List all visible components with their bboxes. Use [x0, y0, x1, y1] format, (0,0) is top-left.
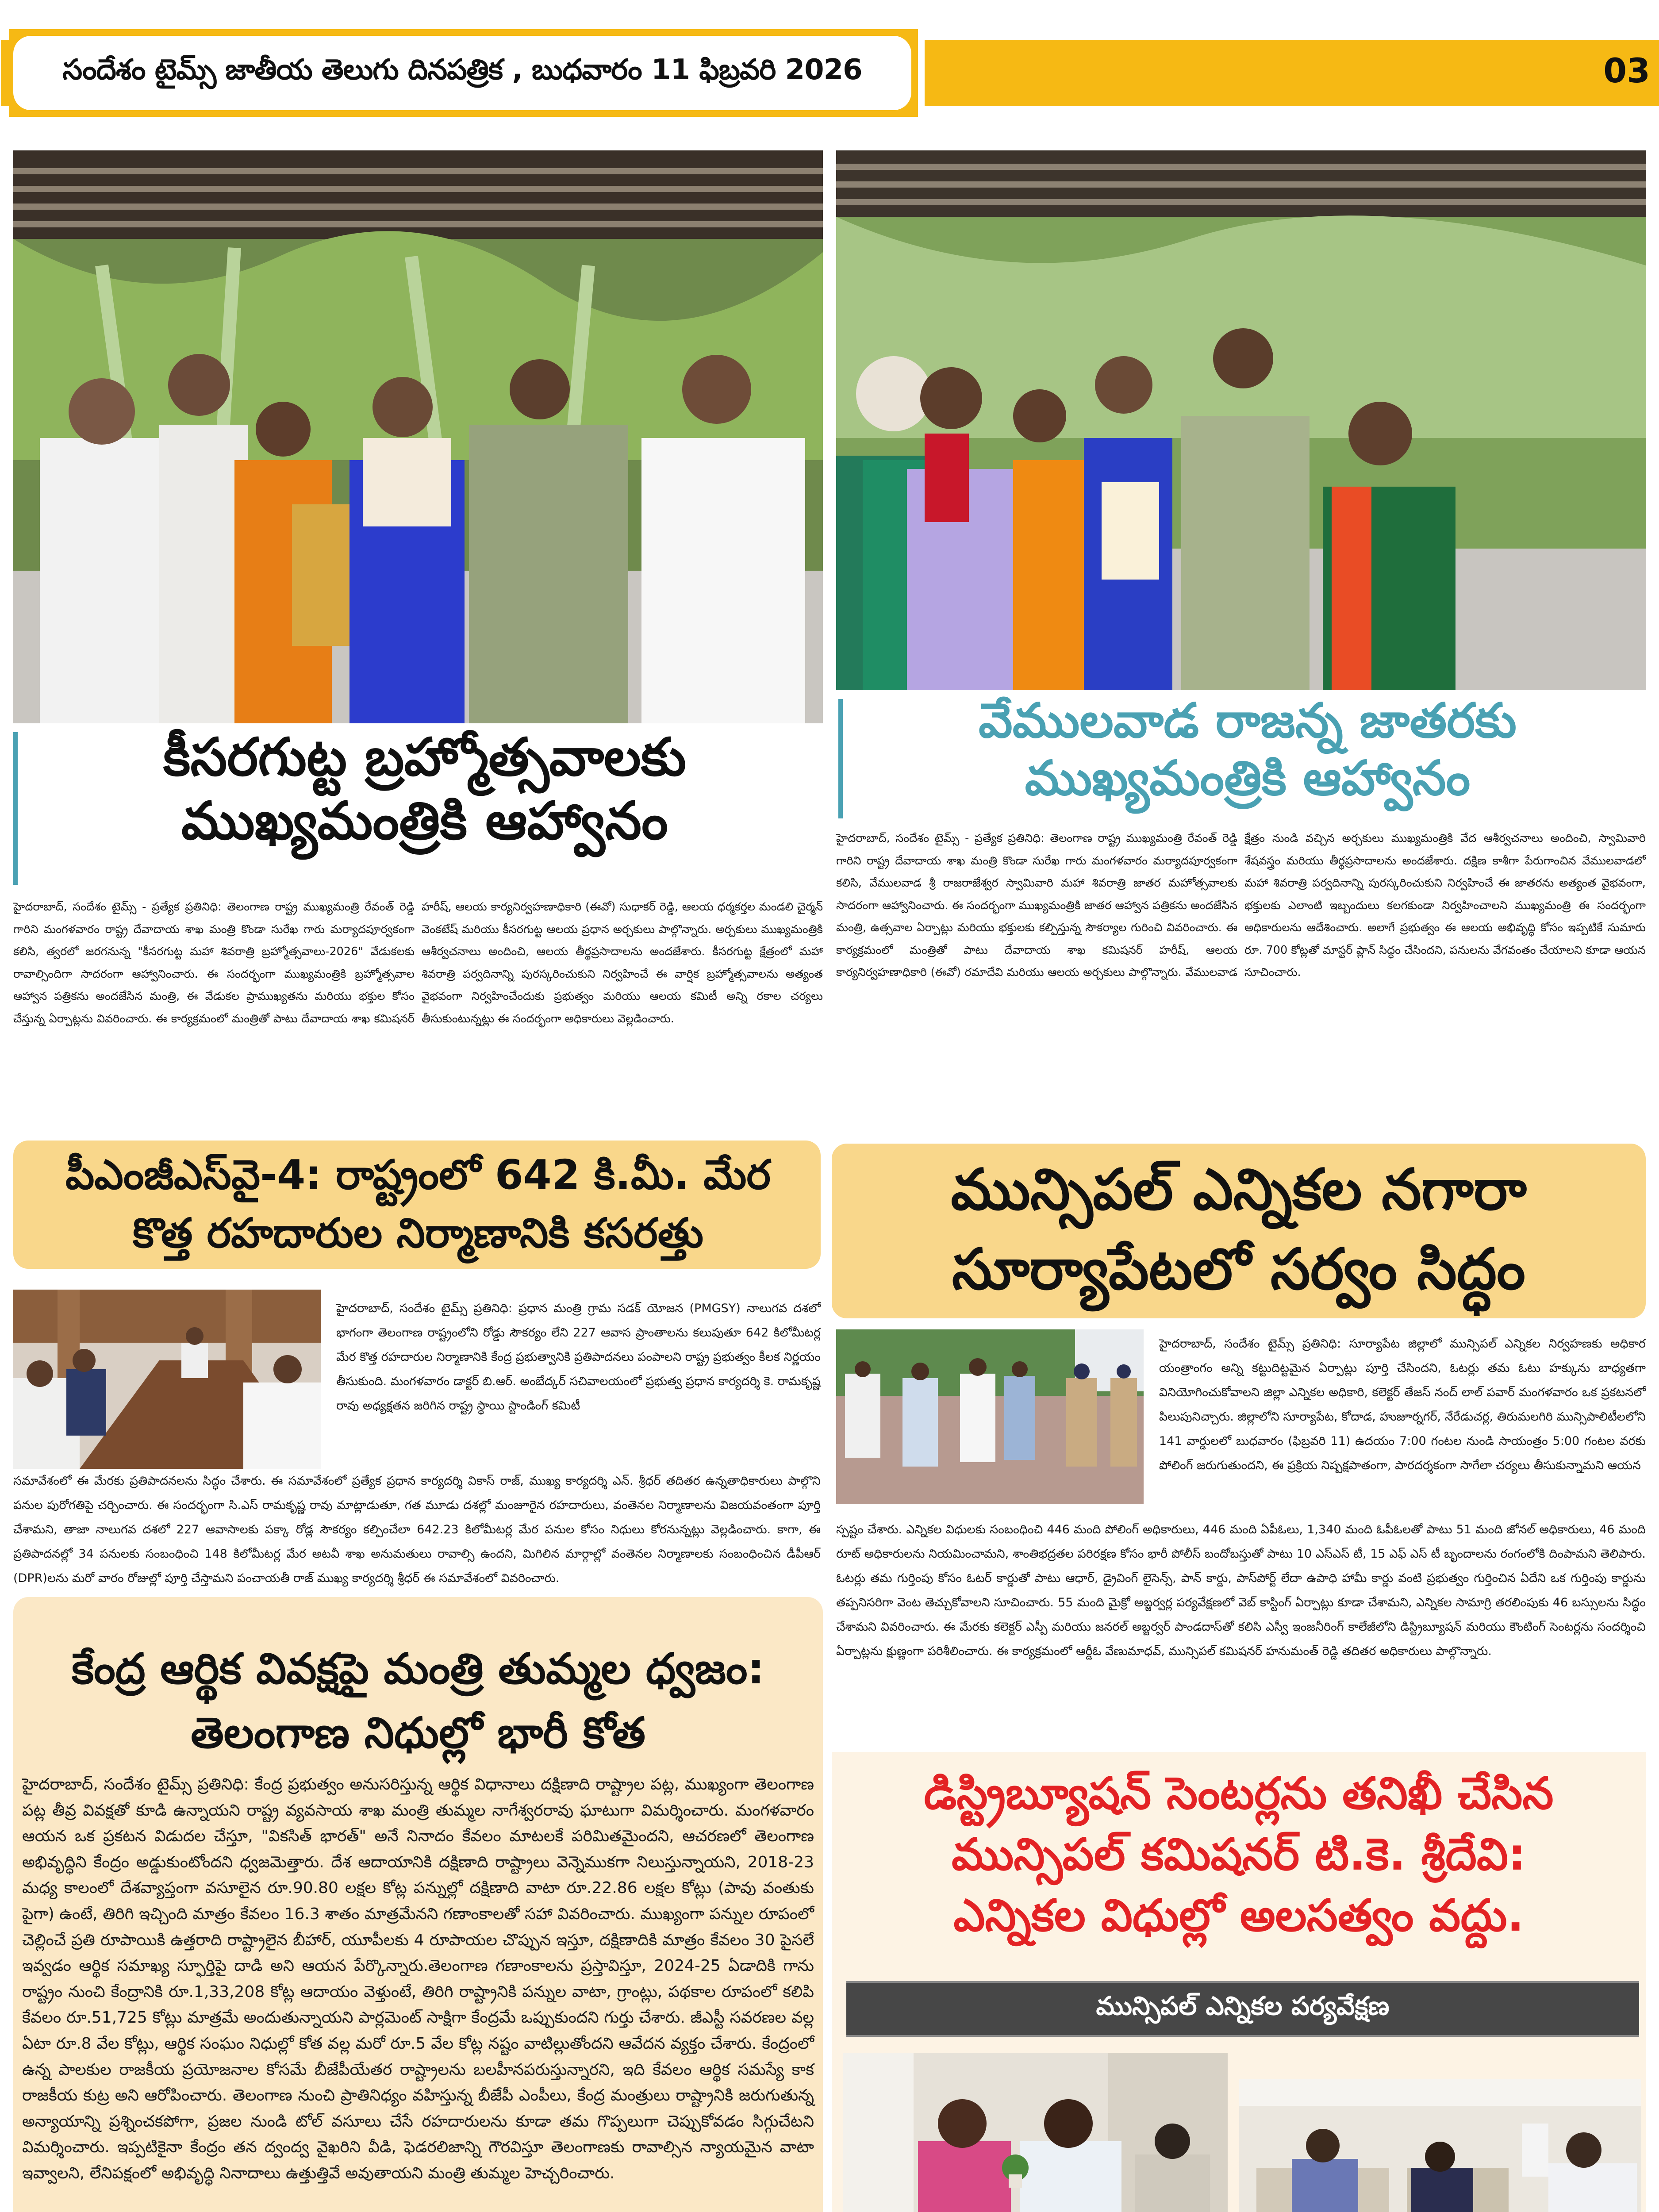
- pmgsy-meeting-photo: [13, 1290, 321, 1469]
- masthead-band-left: [1, 40, 9, 106]
- pmgsy-body-bottom: సమావేశంలో ఈ మేరకు ప్రతిపాదనలను సిద్ధం చేశారు. ఈ సమావేశంలో ప్రత్యేక ప్రధాన కార్యదర్శి వికాస్ రాజ్, ముఖ్య కార్యదర్శి ఎన్. శ్రీధర్ తదితర ఉన్నతాధికారులు పాల్గొని పనుల పురోగతిపై చర్చించారు. ఈ సందర్భంగా సి.ఎస్ రామకృష్ణ రావు మాట్లాడుతూ, గత మూడు దశల్లో మంజూరైన రహదారులు, వంతెనల నిర్మాణాలను విజయవంతంగా పూర్తి చేశామని, తాజా నాలుగవ దశలో 227 ఆవాసాలకు పక్కా రోడ్ల సౌకర్యం కల్పించేలా 642.23 కిలోమీటర్ల మేర పనుల కోసం నిధులు కోరనున్నట్లు వెల్లడించారు. కాగా, ఈ ప్రతిపాదనల్లో 34 పనులకు సంబంధించి 148 కిలోమీటర్ల మేర అటవీ శాఖ అనుమతులు రావాల్సి ఉందని, మిగిలిన మార్గాల్లో వంతెనల నిర్మాణాలకు సంబంధించిన డీపీఆర్ (DPR)లను మరో వారం రోజుల్లో పూర్తి చేస్తామని పంచాయతీ రాజ్ ముఖ్య కార్యదర్శి శ్రీధర్ ఈ సమావేశంలో వివరించారు.: [13, 1474, 821, 1585]
- headline-line: కేంద్ర ఆర్థిక వివక్షపై మంత్రి తుమ్మల ధ్వజం:: [72, 1644, 764, 1694]
- headline-line: కొత్త రహదారుల నిర్మాణానికి కసరత్తు: [132, 1210, 704, 1257]
- suryapet-body-bottom: స్పష్టం చేశారు. ఎన్నికల విధులకు సంబంధించి 446 మంది పోలింగ్ అధికారులు, 446 మంది ఏపీఓలు, 1,340 మంది ఓపీఓలతో పాటు 51 మంది జోనల్ అధికారులు, 46 మంది రూట్ అధికారులను నియమించామని, శాంతిభద్రతల పరిరక్షణ కోసం భారీ పోలీస్ బందోబస్తుతో పాటు 10 ఎస్ఎస్ టీ, 15 ఎఫ్ ఎస్ టీ బృందాలను రంగంలోకి దింపామని తెలిపారు. ఓటర్లు తమ గుర్తింపు కోసం ఓటర్ కార్డుతో పాటు ఆధార్, డ్రైవింగ్ లైసెన్స్, పాన్ కార్డు, పాస్‌పోర్ట్ లేదా ఉపాధి హామీ కార్డు వంటి ప్రభుత్వం గుర్తించిన ఏదేని ఒక గుర్తింపు కార్డును తప్పనిసరిగా వెంట తెచ్చుకోవాలని సూచించారు. 55 మంది మైక్రో అబ్జర్వర్ల పర్యవేక్షణలో వెబ్ కాస్టింగ్ ఏర్పాట్లు కూడా చేశామని, ఎన్నికల సామాగ్రి తరలింపుకు 46 బస్సులను సిద్ధం చేశామని వివరించారు. ఈ మేరకు కలెక్టర్ ఎస్పీ మరియు జనరల్ అబ్జర్వర్ పాండదాస్‌తో కలిసి ఎస్వీ ఇంజనీరింగ్ కాలేజీలోని డిస్ట్రిబ్యూషన్ మరియు కౌంటింగ్ సెంటర్లను సందర్శించి ఏర్పాట్లను క్షుణ్ణంగా పరిశీలించారు. ఈ కార్యక్రమంలో ఆర్డీఓ వేణుమాధవ్, మున్సిపల్ కమిషనర్ హనుమంత్ రెడ్డి తదితర అధికారులు పాల్గొన్నారు.: [836, 1523, 1646, 1658]
- tummala-headline: [18, 1637, 818, 1765]
- headline-line: వేములవాడ రాజన్న జాతరకు: [978, 693, 1517, 749]
- kesaragutta-photo: [13, 150, 823, 723]
- headline-line: మున్సిపల్ కమిషనర్ టి.కె. శ్రీదేవి:: [951, 1828, 1526, 1880]
- suryapet-body-top: హైదరాబాద్, సందేశం టైమ్స్ ప్రతినిధి: సూర్యాపేట జిల్లాలో మున్సిపల్ ఎన్నికల నిర్వహణకు అధికార యంత్రాంగం అన్ని కట్టుదిట్టమైన ఏర్పాట్లు పూర్తి చేసిందని, ఓటర్లు తమ ఓటు హక్కును బాధ్యతగా వినియోగించుకోవాలని జిల్లా ఎన్నికల అధికారి, కలెక్టర్ తేజస్ నంద్ లాల్ పవార్ మంగళవారం ఒక ప్రకటనలో పిలుపునిచ్చారు. జిల్లాలోని సూర్యాపేట, కోదాడ, హుజూర్నగర్, నేరేడుచర్ల, తిరుమలగిరి మున్సిపాలిటీలలోని 141 వార్డులలో బుధవారం (ఫిబ్రవరి 11) ఉదయం 7:00 గంటల నుండి సాయంత్రం 5:00 గంటల వరకు పోలింగ్ జరుగుతుందని, ఈ ప్రక్రియ నిష్పక్షపాతంగా, పారదర్శకంగా సాగేలా చర్యలు తీసుకున్నామని ఆయన: [1159, 1337, 1646, 1472]
- tummala-body: హైదరాబాద్, సందేశం టైమ్స్ ప్రతినిధి: కేంద్ర ప్రభుత్వం అనుసరిస్తున్న ఆర్థిక విధానాలు దక్షిణాది రాష్ట్రాల పట్ల, ముఖ్యంగా తెలంగాణ పట్ల తీవ్ర వివక్షతో కూడి ఉన్నాయని రాష్ట్ర వ్యవసాయ శాఖ మంత్రి తుమ్మల నాగేశ్వరరావు ఘాటుగా విమర్శించారు. మంగళవారం ఆయన ఒక ప్రకటన విడుదల చేస్తూ, "వికసిత్ భారత్" అనే నినాదం కేవలం మాటలకే పరిమితమైందని, ఆచరణలో తెలంగాణ అభివృద్ధిని కేంద్రం అడ్డుకుంటోందని ధ్వజమెత్తారు. దేశ ఆదాయానికి దక్షిణాది రాష్ట్రాలు వెన్నెముకగా నిలుస్తున్నాయని, 2018-23 మధ్య కాలంలో దేశవ్యాప్తంగా వసూలైన రూ.90.80 లక్షల కోట్ల పన్నుల్లో దక్షిణాది వాటా రూ.22.86 లక్షల కోట్లు (పావు వంతుకు పైగా) ఉంటే, తిరిగి ఇచ్చింది మాత్రం కేవలం 16.3 శాతం మాత్రమేనని గణాంకాలతో సహా వివరించారు. ముఖ్యంగా పన్నుల రూపంలో చెల్లించే ప్రతి రూపాయికి ఉత్తరాది రాష్ట్రాలైన బీహార్, యూపీలకు 4 రూపాయల చొప్పున ఇస్తూ, దక్షిణాదికి మాత్రం కేవలం 30 పైసలే ఇవ్వడం ఆర్థిక సమాఖ్య స్ఫూర్తిపై దాడి అని ఆయన పేర్కొన్నారు.తెలంగాణ గణాంకాలను ప్రస్తావిస్తూ, 2024-25 ఏడాదికి గాను రాష్ట్రం నుంచి కేంద్రానికి రూ.1,33,208 కోట్ల ఆదాయం వెళ్తుంటే, తిరిగి రాష్ట్రానికి పన్నుల వాటా, గ్రాంట్లు, పథకాల రూపంలో కలిపి కేవలం రూ.51,725 కోట్లు మాత్రమే అందుతున్నాయని పార్లమెంట్ సాక్షిగా కేంద్రమే ఒప్పుకుందని గుర్తు చేశారు. జీఎస్టీ సవరణల వల్ల ఏటా రూ.8 వేల కోట్లు, ఆర్థిక సంఘం నిధుల్లో కోత వల్ల మరో రూ.5 వేల కోట్ల నష్టం వాటిల్లుతోందని ఆవేదన వ్యక్తం చేశారు. కేంద్రంలో ఉన్న పాలకుల రాజకీయ ప్రయోజనాల కోసమే బీజేపీయేతర రాష్ట్రాలను బలహీనపరుస్తున్నారని, ఇది కేవలం ఆర్థిక సమస్యే కాక రాజకీయ కుట్ర అని ఆరోపించారు. తెలంగాణ నుంచి ప్రాతినిధ్యం వహిస్తున్న బీజేపీ ఎంపీలు, కేంద్ర మంత్రులు రాష్ట్రానికి జరుగుతున్న అన్యాయాన్ని ప్రశ్నించకపోగా, ప్రజల నుండి టోల్ వసూలు చేసే రహదారులను కూడా తమ గొప్పలుగా చెప్పుకోవడం సిగ్గుచేటని విమర్శించారు. ఇప్పటికైనా కేంద్రం తన ద్వంద్వ వైఖరిని వీడి, ఫెడరలిజాన్ని గౌరవిస్తూ తెలంగాణకు రావాల్సిన న్యాయమైన వాటా ఇవ్వాలని, లేనిపక్షంలో అభివృద్ధి నినాదాలు ఉత్తుత్తివే అవుతాయని మంత్రి తుమ్మల హెచ్చరించారు.: [22, 1775, 814, 2182]
- headline-line: పీఎంజీఎస్‌వై-4: రాష్ట్రంలో 642 కి.మీ. మేర: [65, 1151, 771, 1198]
- headline-line: కీసరగుట్ట బ్రహ్మోత్సవాలకు: [163, 726, 687, 787]
- kesaragutta-body: హైదరాబాద్, సందేశం టైమ్స్ - ప్రత్యేక ప్రతినిధి: తెలంగాణ రాష్ట్ర ముఖ్యమంత్రి రేవంత్ రెడ్డి గారిని మంగళవారం రాష్ట్ర దేవాదాయ శాఖ మంత్రి కొండా సురేఖ గారు మర్యాదపూర్వకంగా కలిసి, త్వరలో జరగనున్న "కీసరగుట్ట మహా శివరాత్రి బ్రహ్మోత్సవాలు-2026" వేడుకలకు రావాల్సిందిగా సాదరంగా ఆహ్వానించారు. ఈ సందర్భంగా ముఖ్యమంత్రికి బ్రహ్మోత్సవాల ఆహ్వాన పత్రికను అందజేసిన మంత్రి, ఈ వేడుకల ప్రాముఖ్యతను మరియు భక్తుల కోసం చేస్తున్న ఏర్పాట్లను వివరించారు. ఈ కార్యక్రమంలో మంత్రితో పాటు దేవాదాయ శాఖ కమిషనర్ హరీష్, ఆలయ కార్యనిర్వహణాధికారి (ఈవో) సుధాకర్ రెడ్డి, ఆలయ ధర్మకర్తల మండలి చైర్మన్ వెంకటేష్ మరియు కీసరగుట్ట ఆలయ ప్రధాన అర్చకులు పాల్గొన్నారు. అర్చకులు ముఖ్యమంత్రికి ఆశీర్వచనాలు అందించి, ఆలయ తీర్థప్రసాదాలను అందజేశారు. కీసరగుట్ట క్షేత్రంలో మహా శివరాత్రి పర్వదినాన్ని పురస్కరించుకుని నిర్వహించే ఈ వార్షిక బ్రహ్మోత్సవాలను అత్యంత వైభవంగా నిర్వహించేందుకు ప్రభుత్వం మరియు ఆలయ కమిటీ అన్ని రకాల చర్యలు తీసుకుంటున్నట్లు ఈ సందర్భంగా అధికారులు వెల్లడించారు.: [13, 900, 823, 1025]
- pmgsy-headline: [18, 1146, 818, 1263]
- sridevi-headline: [836, 1763, 1641, 1946]
- headline-line: ముఖ్యమంత్రికి ఆహ్వానం: [181, 790, 668, 851]
- suryapet-headline: [836, 1150, 1641, 1310]
- suryapet-inspection-photo: [836, 1329, 1144, 1504]
- page-number: 03: [1603, 51, 1650, 90]
- section-label-bar: [846, 1981, 1639, 2037]
- headline-line: తెలంగాణ నిధుల్లో భారీ కోత: [191, 1708, 645, 1758]
- sridevi-meeting-photo: [1239, 2079, 1641, 2212]
- vemulawada-photo: [836, 150, 1646, 690]
- headline-accent-bar: [13, 732, 18, 885]
- section-label: మున్సిపల్ ఎన్నికల పర్యవేక్షణ: [1096, 1990, 1390, 2021]
- headline-line: సూర్యాపేటలో సర్వం సిద్ధం: [952, 1237, 1526, 1302]
- vemulawada-body: హైదరాబాద్, సందేశం టైమ్స్ - ప్రత్యేక ప్రతినిధి: తెలంగాణ రాష్ట్ర ముఖ్యమంత్రి రేవంత్ రెడ్డి గారిని రాష్ట్ర దేవాదాయ శాఖ మంత్రి కొండా సురేఖ గారు మంగళవారం మర్యాదపూర్వకంగా కలిసి, వేములవాడ శ్రీ రాజరాజేశ్వర స్వామివారి మహా శివరాత్రి జాతర మహోత్సవాలకు సాదరంగా ఆహ్వానించారు. ఈ సందర్భంగా ముఖ్యమంత్రికి జాతర ఆహ్వాన పత్రికను అందజేసిన మంత్రి, ఉత్సవాల ఏర్పాట్లు మరియు భక్తులకు కల్పిస్తున్న సౌకర్యాల గురించి వివరించారు. ఈ కార్యక్రమంలో మంత్రితో పాటు దేవాదాయ శాఖ కమిషనర్ హరీష్, ఆలయ కార్యనిర్వహణాధికారి (ఈవో) రమాదేవి మరియు ఆలయ అర్చకులు పాల్గొన్నారు. వేములవాడ క్షేత్రం నుండి వచ్చిన అర్చకులు ముఖ్యమంత్రికి వేద ఆశీర్వచనాలు అందించి, స్వామివారి శేషవస్త్రం మరియు తీర్థప్రసాదాలను అందజేశారు. దక్షిణ కాశీగా పేరుగాంచిన వేములవాడలో మహా శివరాత్రి పర్వదినాన్ని పురస్కరించుకుని నిర్వహించే ఈ జాతరను అత్యంత వైభవంగా, భక్తులకు ఎలాంటి ఇబ్బందులు కలగకుండా నిర్వహించాలని ముఖ్యమంత్రి ఈ సందర్భంగా అధికారులను ఆదేశించారు. అలాగే ప్రభుత్వం ఈ ఆలయ అభివృద్ధి కోసం ఇప్పటికే సుమారు రూ. 700 కోట్లతో మాస్టర్ ప్లాన్ సిద్ధం చేసిందని, పనులను వేగవంతం చేయాలని కూడా ఆయన సూచించారు.: [836, 832, 1646, 979]
- masthead: [13, 36, 911, 110]
- pmgsy-body-top: హైదరాబాద్, సందేశం టైమ్స్ ప్రతినిధి: ప్రధాన మంత్రి గ్రామ సడక్ యోజన (PMGSY) నాలుగవ దశలో భాగంగా తెలంగాణ రాష్ట్రంలోని రోడ్డు సౌకర్యం లేని 227 ఆవాస ప్రాంతాలను కలుపుతూ 642 కిలోమీటర్ల మేర కొత్త రహదారుల నిర్మాణానికి కేంద్ర ప్రభుత్వానికి ప్రతిపాదనలు పంపాలని రాష్ట్ర ప్రభుత్వం కీలక నిర్ణయం తీసుకుంది. మంగళవారం డాక్టర్ బి.ఆర్. అంబేద్కర్ సచివాలయంలో ప్రభుత్వ ప్రధాన కార్యదర్శి కె. రామకృష్ణ రావు అధ్యక్షతన జరిగిన రాష్ట్ర స్థాయి స్టాండింగ్ కమిటీ: [336, 1302, 821, 1413]
- headline-line: డిస్ట్రిబ్యూషన్ సెంటర్లను తనిఖీ చేసిన: [924, 1767, 1554, 1819]
- headline-accent-bar: [838, 699, 843, 818]
- sridevi-greeting-photo: [843, 2053, 1228, 2212]
- headline-line: ముఖ్యమంత్రికి ఆహ్వానం: [1025, 750, 1471, 806]
- headline-line: ఎన్నికల విధుల్లో అలసత్వం వద్దు.: [953, 1889, 1524, 1941]
- kesaragutta-headline: [27, 726, 823, 853]
- masthead-title: సందేశం టైమ్స్ జాతీయ తెలుగు దినపత్రిక , బుధవారం 11 ఫిబ్రవరి 2026: [62, 53, 862, 86]
- vemulawada-headline: [849, 692, 1646, 807]
- headline-line: మున్సిపల్ ఎన్నికల నగారా: [951, 1157, 1527, 1223]
- masthead-band-right: [925, 40, 1659, 106]
